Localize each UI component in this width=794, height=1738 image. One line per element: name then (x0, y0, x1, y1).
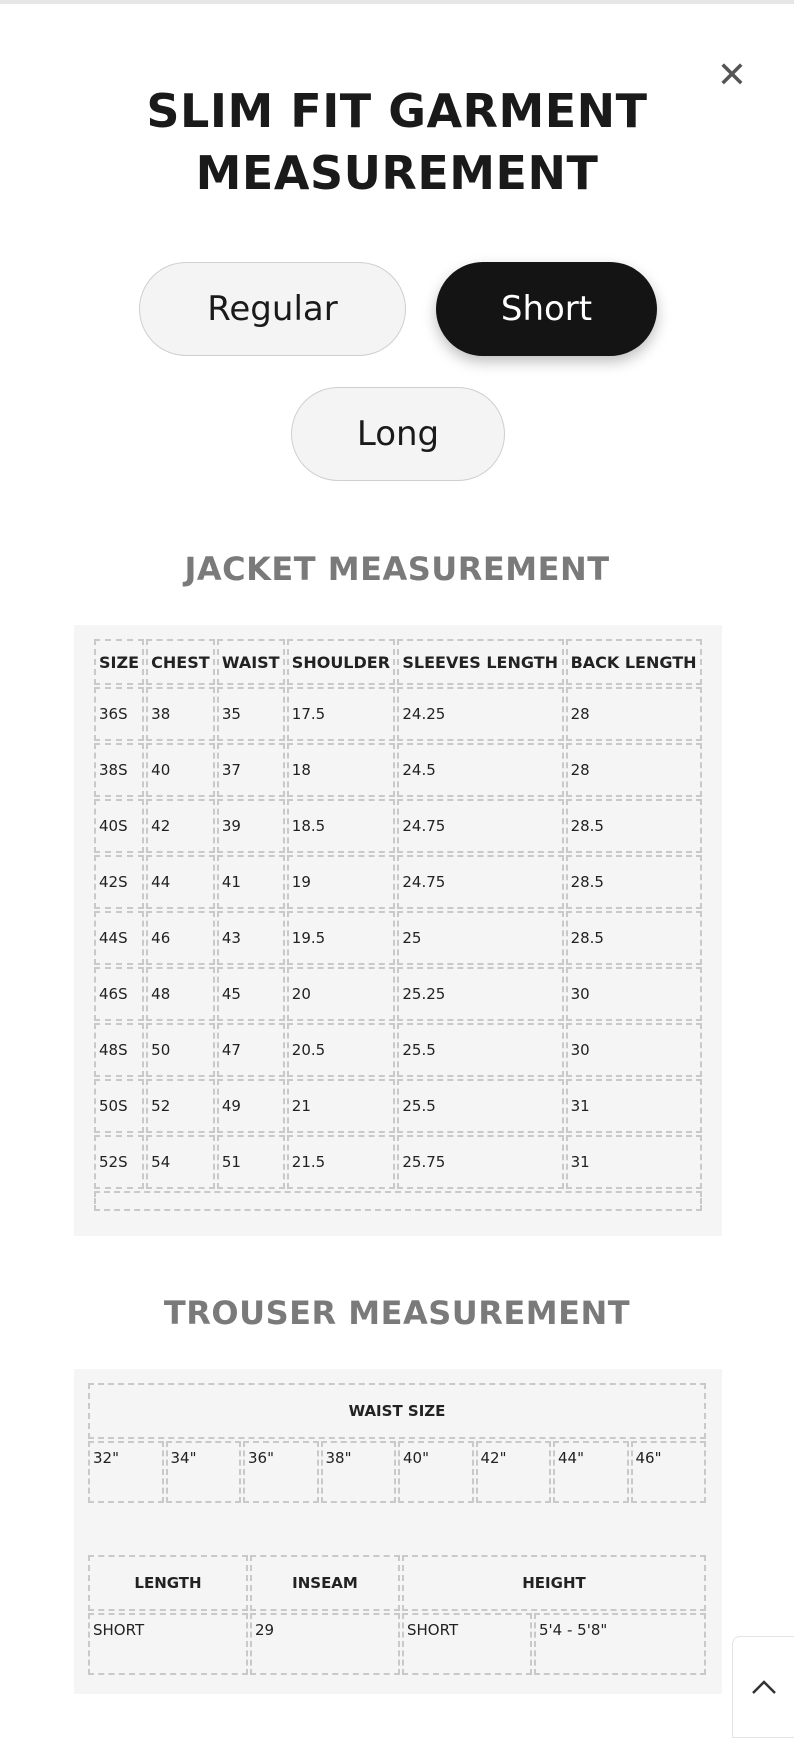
jacket-section-title: JACKET MEASUREMENT (184, 550, 610, 588)
table-cell: 42" (476, 1441, 552, 1503)
table-cell: 50 (146, 1023, 215, 1077)
table-cell: 44S (94, 911, 144, 965)
tab-regular[interactable] (139, 262, 406, 356)
table-row (94, 1023, 702, 1077)
table-cell: 49 (217, 1079, 285, 1133)
table-cell: 28.5 (566, 911, 702, 965)
table-cell: 44" (553, 1441, 629, 1503)
table-row (94, 743, 702, 797)
table-row (94, 1079, 702, 1133)
table-row (94, 911, 702, 965)
table-cell: 48S (94, 1023, 144, 1077)
table-cell: 25.75 (397, 1135, 563, 1189)
table-cell: 24.5 (397, 743, 563, 797)
trouser-section-title: TROUSER MEASUREMENT (163, 1294, 631, 1332)
table-cell: 42S (94, 855, 144, 909)
table-cell: 44 (146, 855, 215, 909)
table-cell: 31 (566, 1079, 702, 1133)
waist-size-table (86, 1381, 708, 1505)
table-cell: 28.5 (566, 799, 702, 853)
table-cell: 38S (94, 743, 144, 797)
scroll-to-top-button[interactable] (732, 1636, 794, 1738)
table-cell: 50S (94, 1079, 144, 1133)
table-cell: 43 (217, 911, 285, 965)
table-cell: 40S (94, 799, 144, 853)
table-cell: 45 (217, 967, 285, 1021)
jacket-col-back-length: BACK LENGTH (566, 639, 702, 685)
modal-title-line2: MEASUREMENT (195, 146, 599, 200)
tab-regular-label: Regular (207, 289, 338, 329)
table-cell: 32" (88, 1441, 164, 1503)
table-cell: 20 (287, 967, 396, 1021)
table-row (94, 855, 702, 909)
trouser-table-panel (74, 1369, 722, 1694)
tab-short[interactable] (436, 262, 657, 356)
table-cell: 28.5 (566, 855, 702, 909)
table-cell: 18.5 (287, 799, 396, 853)
table-cell: 25.5 (397, 1079, 563, 1133)
table-cell: 42 (146, 799, 215, 853)
table-cell: 46" (631, 1441, 707, 1503)
table-cell: 25.5 (397, 1023, 563, 1077)
table-cell: 28 (566, 687, 702, 741)
table-cell: 35 (217, 687, 285, 741)
modal-title (0, 80, 794, 204)
table-cell: 25.25 (397, 967, 563, 1021)
table-row (94, 687, 702, 741)
table-row (88, 1441, 706, 1503)
table-cell: 54 (146, 1135, 215, 1189)
table-cell: 19.5 (287, 911, 396, 965)
tab-long-label: Long (356, 414, 440, 454)
table-row (94, 1135, 702, 1189)
inseam-header: INSEAM (250, 1555, 400, 1611)
tab-short-label: Short (500, 289, 593, 329)
jacket-col-size: SIZE (94, 639, 144, 685)
table-cell: 28 (566, 743, 702, 797)
table-cell: 19 (287, 855, 396, 909)
waist-size-header: WAIST SIZE (88, 1383, 706, 1439)
page-top-strip (0, 0, 794, 4)
table-cell: 30 (566, 1023, 702, 1077)
table-cell: 51 (217, 1135, 285, 1189)
jacket-col-sleeves-length: SLEEVES LENGTH (397, 639, 563, 685)
table-cell: 34" (166, 1441, 242, 1503)
table-cell: 30 (566, 967, 702, 1021)
table-cell: 48 (146, 967, 215, 1021)
table-cell: 38" (321, 1441, 397, 1503)
table-cell: 52S (94, 1135, 144, 1189)
height-header: HEIGHT (402, 1555, 706, 1611)
table-cell: 18 (287, 743, 396, 797)
table-cell: 24.25 (397, 687, 563, 741)
waist-header-row (88, 1383, 706, 1439)
table-cell: 46 (146, 911, 215, 965)
table-cell: 39 (217, 799, 285, 853)
table-cell: 24.75 (397, 855, 563, 909)
table-row (94, 967, 702, 1021)
length-header-row (88, 1555, 706, 1611)
modal-title-line1: SLIM FIT GARMENT (146, 84, 648, 138)
table-cell: 36S (94, 687, 144, 741)
table-cell: SHORT (402, 1613, 532, 1675)
jacket-col-waist: WAIST (217, 639, 285, 685)
jacket-table-panel (74, 625, 722, 1236)
table-cell: 5'4 - 5'8" (534, 1613, 706, 1675)
table-cell: 21.5 (287, 1135, 396, 1189)
table-cell: 29 (250, 1613, 400, 1675)
table-cell: 17.5 (287, 687, 396, 741)
table-cell: 46S (94, 967, 144, 1021)
table-cell: 40 (146, 743, 215, 797)
table-cell: 47 (217, 1023, 285, 1077)
length-header: LENGTH (88, 1555, 248, 1611)
table-cell: SHORT (88, 1613, 248, 1675)
table-cell: 25 (397, 911, 563, 965)
table-cell: 52 (146, 1079, 215, 1133)
table-row (94, 799, 702, 853)
table-cell: 20.5 (287, 1023, 396, 1077)
chevron-up-icon (750, 1678, 778, 1696)
table-cell: 36" (243, 1441, 319, 1503)
close-icon[interactable]: ✕ (716, 55, 748, 96)
table-cell: 38 (146, 687, 215, 741)
table-cell: 31 (566, 1135, 702, 1189)
tab-long[interactable] (291, 387, 505, 481)
jacket-col-shoulder: SHOULDER (287, 639, 396, 685)
jacket-header-row (94, 639, 702, 685)
table-cell: 40" (398, 1441, 474, 1503)
table-cell-empty (94, 1191, 702, 1211)
table-cell: 41 (217, 855, 285, 909)
jacket-col-chest: CHEST (146, 639, 215, 685)
jacket-table (92, 637, 704, 1213)
table-row-empty (94, 1191, 702, 1211)
table-row (88, 1613, 706, 1675)
table-cell: 37 (217, 743, 285, 797)
length-table (86, 1553, 708, 1677)
table-cell: 21 (287, 1079, 396, 1133)
table-cell: 24.75 (397, 799, 563, 853)
